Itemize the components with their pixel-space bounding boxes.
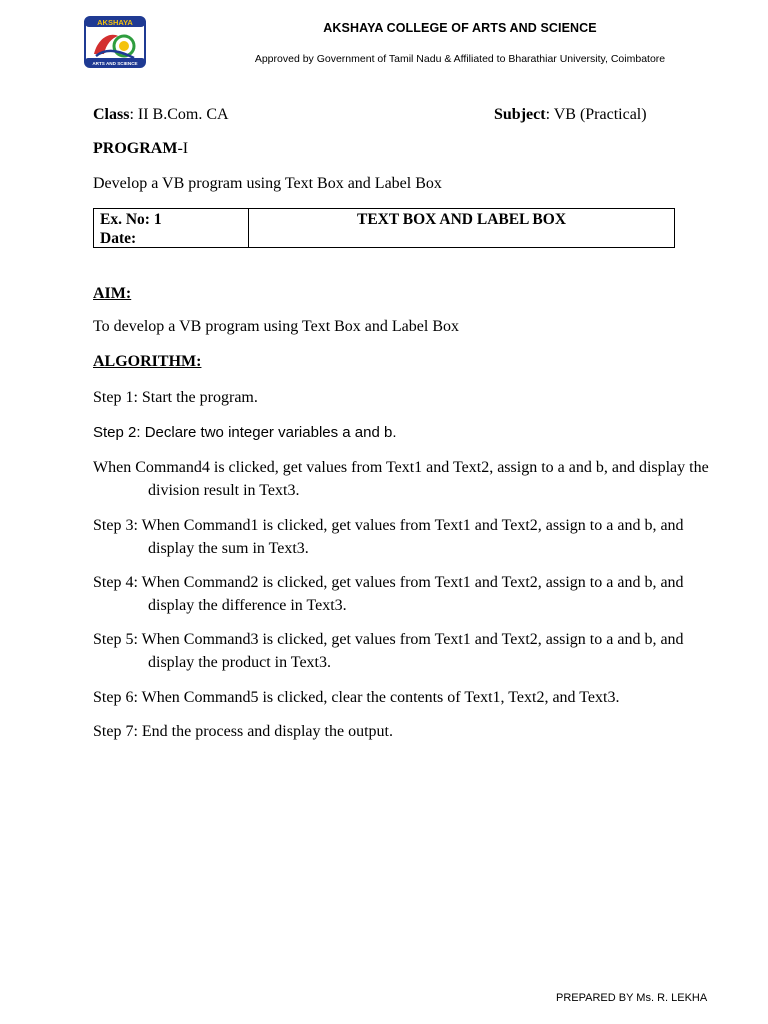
exercise-title: TEXT BOX AND LABEL BOX (356, 211, 567, 228)
subject-line (494, 104, 647, 126)
logo-top-text: AKSHAYA (97, 18, 133, 27)
approval-statement: Approved by Government of Tamil Nadu & Affiliated to Bharathiar University, Coimbatore (254, 53, 666, 65)
class-value: : II B.Com. CA (129, 106, 229, 123)
algorithm-step: Step 1: Start the program. (93, 389, 258, 406)
college-name: AKSHAYA COLLEGE OF ARTS AND SCIENCE (323, 21, 597, 35)
algorithm-heading: ALGORITHM: (93, 353, 202, 370)
class-label: Class (93, 106, 130, 123)
aim-heading: AIM: (93, 285, 132, 302)
exercise-table (93, 208, 675, 248)
college-logo (84, 16, 146, 68)
algorithm-step: Step 7: End the process and display the output. (93, 723, 393, 740)
logo-bottom-text: ARTS AND SCIENCE (92, 61, 138, 66)
exercise-number: Ex. No: 1 (100, 211, 162, 228)
program-heading (93, 138, 188, 160)
program-number: -I (177, 140, 189, 157)
prepared-by: PREPARED BY Ms. R. LEKHA (556, 992, 708, 1004)
program-description: Develop a VB program using Text Box and Label Box (93, 175, 442, 192)
exercise-info-cell (94, 209, 249, 247)
algorithm-step: Step 5: When Command3 is clicked, get values from Text1 and Text2, assign to a and b, and display the product in Text3. (93, 631, 684, 671)
algorithm-step: When Command4 is clicked, get values from Text1 and Text2, assign to a and b, and display the division result in Text3. (93, 459, 709, 499)
algorithm-step: Step 4: When Command2 is clicked, get values from Text1 and Text2, assign to a and b, and display the difference in Text3. (93, 574, 684, 614)
algorithm-step: Step 2: Declare two integer variables a and b. (93, 424, 397, 441)
algorithm-step: Step 6: When Command5 is clicked, clear the contents of Text1, Text2, and Text3. (93, 689, 620, 706)
subject-value: : VB (Practical) (545, 106, 647, 123)
algorithm-step: Step 3: When Command1 is clicked, get values from Text1 and Text2, assign to a and b, and display the sum in Text3. (93, 517, 684, 557)
class-line (93, 104, 229, 126)
exercise-date-label: Date: (100, 230, 137, 247)
subject-label: Subject (494, 106, 546, 123)
program-label: PROGRAM (93, 140, 178, 157)
aim-text: To develop a VB program using Text Box and Label Box (93, 318, 459, 335)
